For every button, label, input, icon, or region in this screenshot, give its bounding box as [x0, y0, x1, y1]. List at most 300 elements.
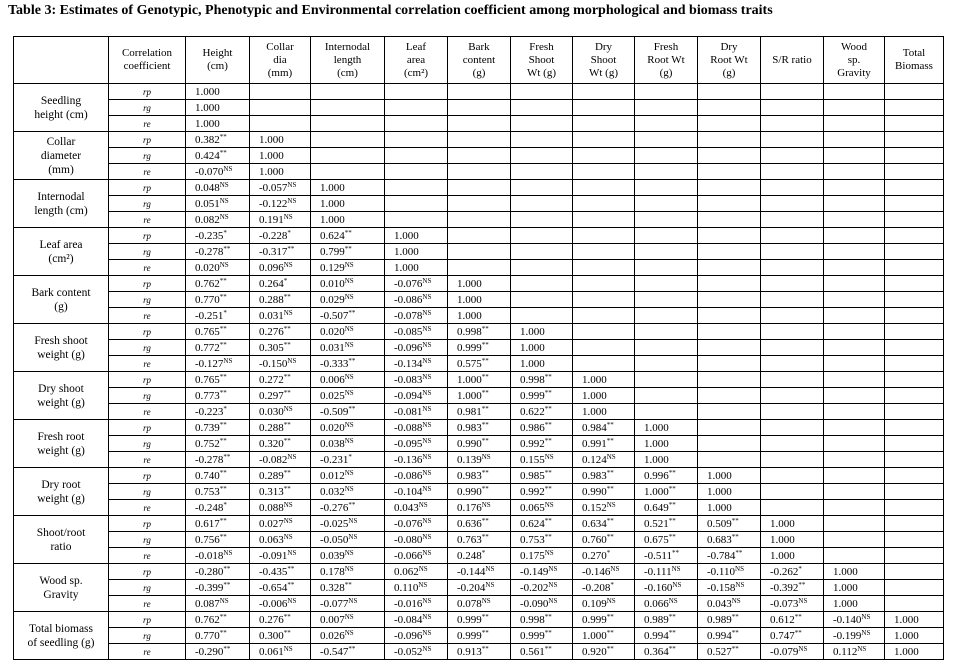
trait-label-line: (g): [54, 300, 68, 313]
significance-mark: NS: [219, 260, 229, 269]
correlation-value: [186, 276, 250, 292]
empty-cell: [885, 180, 944, 196]
coefficient-symbol: rg: [109, 532, 186, 548]
correlation-value: [573, 404, 635, 420]
correlation-value: [385, 260, 448, 276]
significance-mark: NS: [548, 596, 558, 605]
empty-cell: [885, 564, 944, 580]
empty-cell: [824, 452, 885, 468]
significance-mark: NS: [348, 596, 358, 605]
correlation-value: [511, 324, 573, 340]
correlation-value: [448, 580, 511, 596]
empty-cell: [885, 596, 944, 612]
correlation-value: [635, 644, 698, 660]
value-number: 0.065: [520, 501, 545, 514]
significance-mark: NS: [481, 500, 491, 509]
empty-cell: [511, 132, 573, 148]
significance-mark: NS: [283, 532, 293, 541]
column-header-line: content: [462, 53, 496, 66]
empty-cell: [885, 228, 944, 244]
column-header: [573, 37, 635, 84]
table-row: [14, 84, 944, 100]
significance-mark: **: [219, 148, 227, 157]
significance-mark: **: [606, 484, 614, 493]
significance-mark: *: [223, 404, 227, 413]
value-number: -0.052: [394, 645, 423, 658]
value-number: -0.083: [394, 373, 423, 386]
value-number: 0.063: [259, 533, 284, 546]
column-header-line: (cm): [207, 60, 228, 72]
value-number: 0.039: [320, 549, 345, 562]
empty-cell: [511, 260, 573, 276]
value-number: -0.144: [457, 565, 486, 578]
value-number: 1.000: [894, 629, 919, 642]
value-number: 0.006: [320, 373, 345, 386]
empty-cell: [824, 516, 885, 532]
empty-cell: [761, 132, 824, 148]
correlation-value: [573, 436, 635, 452]
empty-cell: [635, 148, 698, 164]
value-number: 0.994: [707, 629, 732, 642]
empty-cell: [885, 148, 944, 164]
correlation-value: [511, 404, 573, 420]
significance-mark: **: [219, 612, 227, 621]
significance-mark: **: [219, 516, 227, 525]
correlation-value: [250, 180, 311, 196]
correlation-value: [311, 484, 385, 500]
correlation-value: [186, 500, 250, 516]
empty-cell: [761, 164, 824, 180]
value-number: -0.122: [259, 197, 288, 210]
value-number: 0.096: [259, 261, 284, 274]
value-number: -0.091: [259, 549, 288, 562]
significance-mark: NS: [422, 452, 432, 461]
empty-cell: [250, 84, 311, 100]
empty-cell: [885, 132, 944, 148]
significance-mark: NS: [422, 276, 432, 285]
significance-mark: **: [481, 372, 489, 381]
significance-mark: **: [668, 628, 676, 637]
significance-mark: NS: [735, 580, 745, 589]
significance-mark: NS: [422, 292, 432, 301]
column-header-line: (cm²): [403, 66, 429, 79]
trait-label-line: Fresh root: [37, 430, 85, 443]
correlation-value: [250, 292, 311, 308]
column-header-line: Correlation: [121, 47, 173, 59]
correlation-value: [385, 468, 448, 484]
significance-mark: NS: [287, 180, 297, 189]
value-number: 0.998: [520, 373, 545, 386]
empty-cell: [698, 148, 761, 164]
empty-cell: [824, 116, 885, 132]
value-number: 0.799: [320, 245, 345, 258]
correlation-value: [448, 340, 511, 356]
correlation-value: [385, 644, 448, 660]
correlation-value: [761, 580, 824, 596]
significance-mark: **: [283, 468, 291, 477]
correlation-value: [250, 628, 311, 644]
column-header-line: (g): [659, 66, 673, 79]
significance-mark: **: [283, 612, 291, 621]
correlation-value: [573, 372, 635, 388]
value-number: 0.765: [195, 373, 220, 386]
significance-mark: NS: [606, 500, 616, 509]
table-row: [14, 244, 944, 260]
significance-mark: **: [794, 628, 802, 637]
correlation-value: [186, 324, 250, 340]
significance-mark: NS: [283, 212, 293, 221]
empty-cell: [885, 276, 944, 292]
significance-mark: **: [731, 644, 739, 653]
correlation-value: [635, 484, 698, 500]
empty-cell: [511, 116, 573, 132]
significance-mark: NS: [671, 564, 681, 573]
trait-label: [14, 468, 109, 516]
value-number: 0.248: [457, 549, 482, 562]
column-header: [761, 37, 824, 84]
empty-cell: [311, 164, 385, 180]
empty-cell: [385, 84, 448, 100]
value-number: 0.264: [259, 277, 284, 290]
correlation-value: [250, 372, 311, 388]
correlation-value: [698, 484, 761, 500]
significance-mark: *: [287, 228, 291, 237]
correlation-value: [511, 484, 573, 500]
value-number: -0.251: [195, 309, 224, 322]
significance-mark: NS: [287, 452, 297, 461]
correlation-value: [186, 244, 250, 260]
significance-mark: NS: [283, 500, 293, 509]
empty-cell: [635, 212, 698, 228]
empty-cell: [761, 436, 824, 452]
empty-cell: [698, 436, 761, 452]
significance-mark: **: [219, 372, 227, 381]
empty-cell: [824, 532, 885, 548]
column-header: [109, 37, 186, 84]
value-number: 1.000: [520, 341, 545, 354]
trait-label-line: of seedling (g): [27, 636, 95, 649]
value-number: 0.649: [644, 501, 669, 514]
value-number: 0.020: [320, 421, 345, 434]
empty-cell: [761, 276, 824, 292]
value-number: 0.320: [259, 437, 284, 450]
significance-mark: **: [283, 292, 291, 301]
trait-label-line: diameter: [40, 149, 82, 162]
significance-mark: NS: [422, 340, 432, 349]
coefficient-symbol: rg: [109, 148, 186, 164]
column-header-line: Bark: [468, 40, 490, 53]
value-number: 0.994: [644, 629, 669, 642]
significance-mark: **: [668, 484, 676, 493]
empty-cell: [824, 84, 885, 100]
correlation-value: [250, 356, 311, 372]
empty-cell: [250, 116, 311, 132]
correlation-value: [385, 388, 448, 404]
correlation-value: [385, 372, 448, 388]
correlation-value: [385, 564, 448, 580]
table-row: [14, 260, 944, 276]
correlation-value: [250, 132, 311, 148]
value-number: -0.784: [707, 549, 736, 562]
value-number: -0.016: [394, 597, 423, 610]
table-row: [14, 228, 944, 244]
significance-mark: NS: [422, 548, 432, 557]
correlation-value: [885, 644, 944, 660]
correlation-value: [250, 212, 311, 228]
column-header-line: coefficient: [123, 60, 171, 72]
significance-mark: **: [544, 612, 552, 621]
table-row: [14, 548, 944, 564]
correlation-value: [698, 596, 761, 612]
significance-mark: NS: [481, 452, 491, 461]
empty-cell: [448, 196, 511, 212]
empty-cell: [448, 132, 511, 148]
value-number: 0.031: [320, 341, 345, 354]
empty-cell: [698, 324, 761, 340]
significance-mark: **: [544, 420, 552, 429]
correlation-value: [824, 580, 885, 596]
correlation-value: [186, 484, 250, 500]
empty-cell: [885, 196, 944, 212]
coefficient-symbol: rp: [109, 468, 186, 484]
trait-label: [14, 420, 109, 468]
column-header-line: Gravity: [837, 66, 871, 79]
correlation-value: [250, 532, 311, 548]
significance-mark: **: [798, 580, 806, 589]
value-number: 1.000: [320, 213, 345, 226]
correlation-value: [635, 548, 698, 564]
empty-cell: [511, 100, 573, 116]
table-row: [14, 292, 944, 308]
significance-mark: **: [481, 356, 489, 365]
value-number: 1.000: [707, 485, 732, 498]
empty-cell: [761, 212, 824, 228]
correlation-value: [311, 404, 385, 420]
value-number: 0.634: [582, 517, 607, 530]
empty-cell: [511, 164, 573, 180]
significance-mark: **: [219, 340, 227, 349]
value-number: 1.000: [259, 149, 284, 162]
empty-cell: [824, 340, 885, 356]
correlation-value: [385, 484, 448, 500]
column-header-line: Root Wt: [647, 53, 685, 66]
value-number: -0.278: [195, 453, 224, 466]
correlation-value: [186, 388, 250, 404]
significance-mark: **: [348, 644, 356, 653]
empty-cell: [885, 532, 944, 548]
correlation-value: [250, 404, 311, 420]
empty-cell: [885, 484, 944, 500]
empty-cell: [698, 388, 761, 404]
significance-mark: NS: [219, 212, 229, 221]
coefficient-symbol: rp: [109, 564, 186, 580]
empty-cell: [698, 180, 761, 196]
empty-cell: [635, 100, 698, 116]
empty-cell: [573, 260, 635, 276]
significance-mark: **: [481, 420, 489, 429]
value-number: -0.204: [457, 581, 486, 594]
empty-cell: [698, 292, 761, 308]
value-number: -0.262: [770, 565, 799, 578]
significance-mark: NS: [422, 644, 432, 653]
value-number: -0.158: [707, 581, 736, 594]
empty-cell: [885, 340, 944, 356]
significance-mark: NS: [422, 468, 432, 477]
coefficient-symbol: re: [109, 260, 186, 276]
trait-label-line: weight (g): [37, 444, 85, 457]
value-number: 1.000: [707, 469, 732, 482]
trait-label: [14, 84, 109, 132]
correlation-value: [250, 516, 311, 532]
significance-mark: NS: [485, 580, 495, 589]
empty-cell: [511, 308, 573, 324]
correlation-value: [511, 436, 573, 452]
trait-label-line: Bark content: [31, 286, 91, 299]
value-number: 0.288: [259, 293, 284, 306]
correlation-value: [448, 628, 511, 644]
table-row: [14, 324, 944, 340]
empty-cell: [824, 468, 885, 484]
correlation-value: [511, 452, 573, 468]
coefficient-symbol: rp: [109, 180, 186, 196]
empty-cell: [761, 84, 824, 100]
value-number: 0.765: [195, 325, 220, 338]
significance-mark: *: [610, 580, 614, 589]
coefficient-symbol: rg: [109, 100, 186, 116]
value-number: 0.038: [320, 437, 345, 450]
value-number: 0.087: [195, 597, 220, 610]
correlation-value: [635, 500, 698, 516]
value-number: 1.000: [582, 629, 607, 642]
value-number: 0.176: [457, 501, 482, 514]
value-number: 1.000: [582, 373, 607, 386]
significance-mark: NS: [283, 260, 293, 269]
correlation-value: [635, 612, 698, 628]
value-number: -0.050: [320, 533, 349, 546]
correlation-value: [186, 212, 250, 228]
significance-mark: NS: [219, 180, 229, 189]
correlation-value: [186, 148, 250, 164]
correlation-value: [311, 612, 385, 628]
correlation-value: [448, 516, 511, 532]
correlation-value: [698, 500, 761, 516]
correlation-value: [698, 644, 761, 660]
significance-mark: NS: [287, 196, 297, 205]
value-number: 1.000: [259, 165, 284, 178]
significance-mark: NS: [731, 596, 741, 605]
coefficient-symbol: re: [109, 644, 186, 660]
value-number: 0.007: [320, 613, 345, 626]
coefficient-symbol: re: [109, 500, 186, 516]
correlation-value: [698, 516, 761, 532]
value-number: -0.073: [770, 597, 799, 610]
value-number: 0.027: [259, 517, 284, 530]
correlation-value: [311, 244, 385, 260]
table-row: [14, 100, 944, 116]
empty-cell: [824, 436, 885, 452]
significance-mark: **: [481, 436, 489, 445]
correlation-value: [824, 628, 885, 644]
coefficient-symbol: re: [109, 452, 186, 468]
correlation-value: [761, 516, 824, 532]
empty-cell: [311, 84, 385, 100]
correlation-value: [511, 548, 573, 564]
value-number: 0.747: [770, 629, 795, 642]
value-number: 0.739: [195, 421, 220, 434]
value-number: -0.136: [394, 453, 423, 466]
correlation-value: [311, 596, 385, 612]
significance-mark: **: [481, 324, 489, 333]
significance-mark: **: [344, 228, 352, 237]
correlation-value: [511, 580, 573, 596]
significance-mark: NS: [223, 164, 233, 173]
empty-cell: [885, 292, 944, 308]
correlation-value: [385, 436, 448, 452]
correlation-value: [573, 644, 635, 660]
empty-cell: [511, 276, 573, 292]
value-number: 0.983: [457, 421, 482, 434]
value-number: 0.155: [520, 453, 545, 466]
column-header-line: Shoot: [590, 53, 617, 66]
empty-cell: [761, 484, 824, 500]
column-header: [698, 37, 761, 84]
coefficient-symbol: rp: [109, 84, 186, 100]
empty-cell: [761, 420, 824, 436]
value-number: 0.152: [582, 501, 607, 514]
empty-cell: [885, 548, 944, 564]
correlation-value: [250, 276, 311, 292]
value-number: 1.000: [894, 613, 919, 626]
value-number: -0.140: [833, 613, 862, 626]
value-number: -0.088: [394, 421, 423, 434]
table-row: [14, 388, 944, 404]
significance-mark: NS: [344, 276, 354, 285]
trait-label-line: Collar: [46, 135, 76, 148]
coefficient-symbol: rp: [109, 276, 186, 292]
column-header-line: (g): [722, 66, 736, 79]
value-number: 1.000: [582, 389, 607, 402]
table-row: [14, 564, 944, 580]
significance-mark: **: [283, 324, 291, 333]
trait-label-line: Dry root: [41, 478, 81, 491]
empty-cell: [385, 180, 448, 196]
table-row: [14, 532, 944, 548]
significance-mark: NS: [418, 580, 428, 589]
value-number: 0.986: [520, 421, 545, 434]
correlation-value: [573, 628, 635, 644]
value-number: 0.030: [259, 405, 284, 418]
value-number: 1.000: [457, 309, 482, 322]
empty-cell: [885, 516, 944, 532]
empty-cell: [824, 132, 885, 148]
correlation-value: [635, 580, 698, 596]
significance-mark: NS: [283, 308, 293, 317]
empty-cell: [448, 100, 511, 116]
correlation-value: [186, 132, 250, 148]
correlation-value: [448, 372, 511, 388]
value-number: 1.000: [520, 357, 545, 370]
column-header-line: (mm): [267, 66, 293, 79]
correlation-value: [448, 404, 511, 420]
empty-cell: [824, 212, 885, 228]
significance-mark: NS: [344, 292, 354, 301]
empty-cell: [573, 356, 635, 372]
trait-label-line: Total biomass: [28, 622, 94, 635]
value-number: 0.088: [259, 501, 284, 514]
value-number: 0.753: [195, 485, 220, 498]
value-number: -0.333: [320, 357, 349, 370]
correlation-value: [573, 420, 635, 436]
